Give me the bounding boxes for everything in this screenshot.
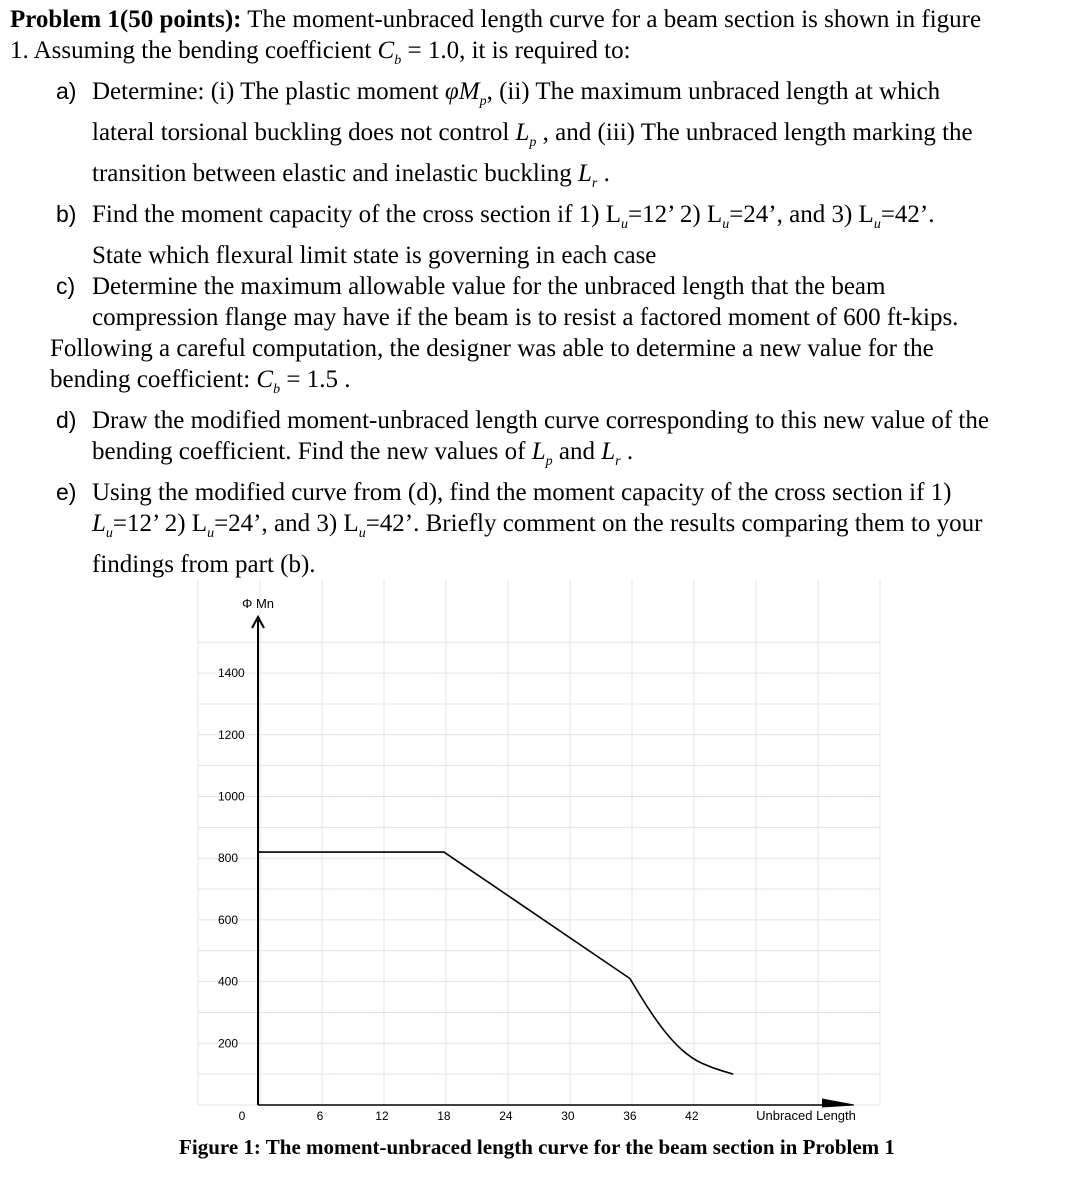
y-tick-label: 1400: [218, 666, 245, 681]
part-e: e) Using the modified curve from (d), find the moment capacity of the cross section if 1) $L_u=12$’ 2) $L_u=24$’, and 3) $L_u=42$’. Briefly comment on the results comparing them to your findings from part (b).: [56, 479, 983, 578]
x-axis-label: Unbraced Length: [756, 1108, 856, 1123]
part-c: c) Determine the maximum allowable value for the unbraced length that the beam compression flange may have if the beam is to resist a factored moment of 600 ft-kips.: [56, 273, 959, 331]
series-line: [258, 852, 733, 1074]
x-tick-label: 24: [499, 1109, 513, 1123]
new-coefficient-text: Following a careful computation, the designer was able to determine a new value for the bending coefficient: $C_b = 1.5$ .: [50, 335, 934, 397]
part-c-label: c): [56, 273, 76, 299]
figure-caption: Figure 1: The moment-unbraced length curve for the beam section in Problem 1: [179, 1135, 895, 1159]
y-tick-label: 400: [218, 974, 239, 989]
part-d-label: d): [56, 407, 77, 433]
problem-intro: Problem 1(50 points): The moment-unbraced length curve for a beam section is shown in figure 1. Assuming the bending coefficient $C_b = 1.0$, it is required to:: [10, 6, 982, 68]
x-tick-label: 30: [561, 1109, 575, 1123]
moment-unbraced-length-chart: [150, 575, 910, 1135]
part-d: d) Draw the modified moment-unbraced length curve corresponding to this new value of the bending coefficient. Find the new values of $L_p$ and $L_r$ .: [56, 407, 989, 469]
y-tick-label: 1000: [218, 789, 245, 804]
x-tick-label: 42: [685, 1109, 699, 1123]
part-a-label: a): [56, 78, 77, 104]
part-b-label: b): [56, 201, 77, 227]
y-tick-label: 800: [218, 851, 239, 866]
x-axis-arrow: [822, 1099, 854, 1107]
y-axis-label: Φ Mn: [241, 596, 275, 611]
x-tick-label: 18: [437, 1109, 451, 1123]
x-tick-label: 12: [375, 1109, 389, 1123]
part-e-label: e): [56, 479, 77, 505]
x-tick-label: 36: [623, 1109, 637, 1123]
problem-statement: [10, 4, 1070, 580]
part-a: a) Determine: (i) The plastic moment $\varphi M_p$, (ii) The maximum unbraced length at which lateral torsional buckling does not control $L_p$ , and (iii) The unbraced length marking the transition between elastic and inelastic buckling $L_r$ .: [56, 78, 973, 191]
problem-title: Problem 1(50 points):: [10, 6, 242, 33]
y-tick-label: 1200: [218, 727, 245, 742]
part-b: b) Find the moment capacity of the cross section if 1) $L_u=12$’ 2) $L_u=24$’, and 3) $L_u=42$’. State which flexural limit state is governing in each case: [56, 201, 935, 269]
x-tick-label: 6: [316, 1109, 324, 1123]
y-tick-label: 200: [218, 1036, 239, 1051]
x-tick-label: 0: [238, 1109, 246, 1123]
y-tick-label: 600: [218, 912, 239, 927]
